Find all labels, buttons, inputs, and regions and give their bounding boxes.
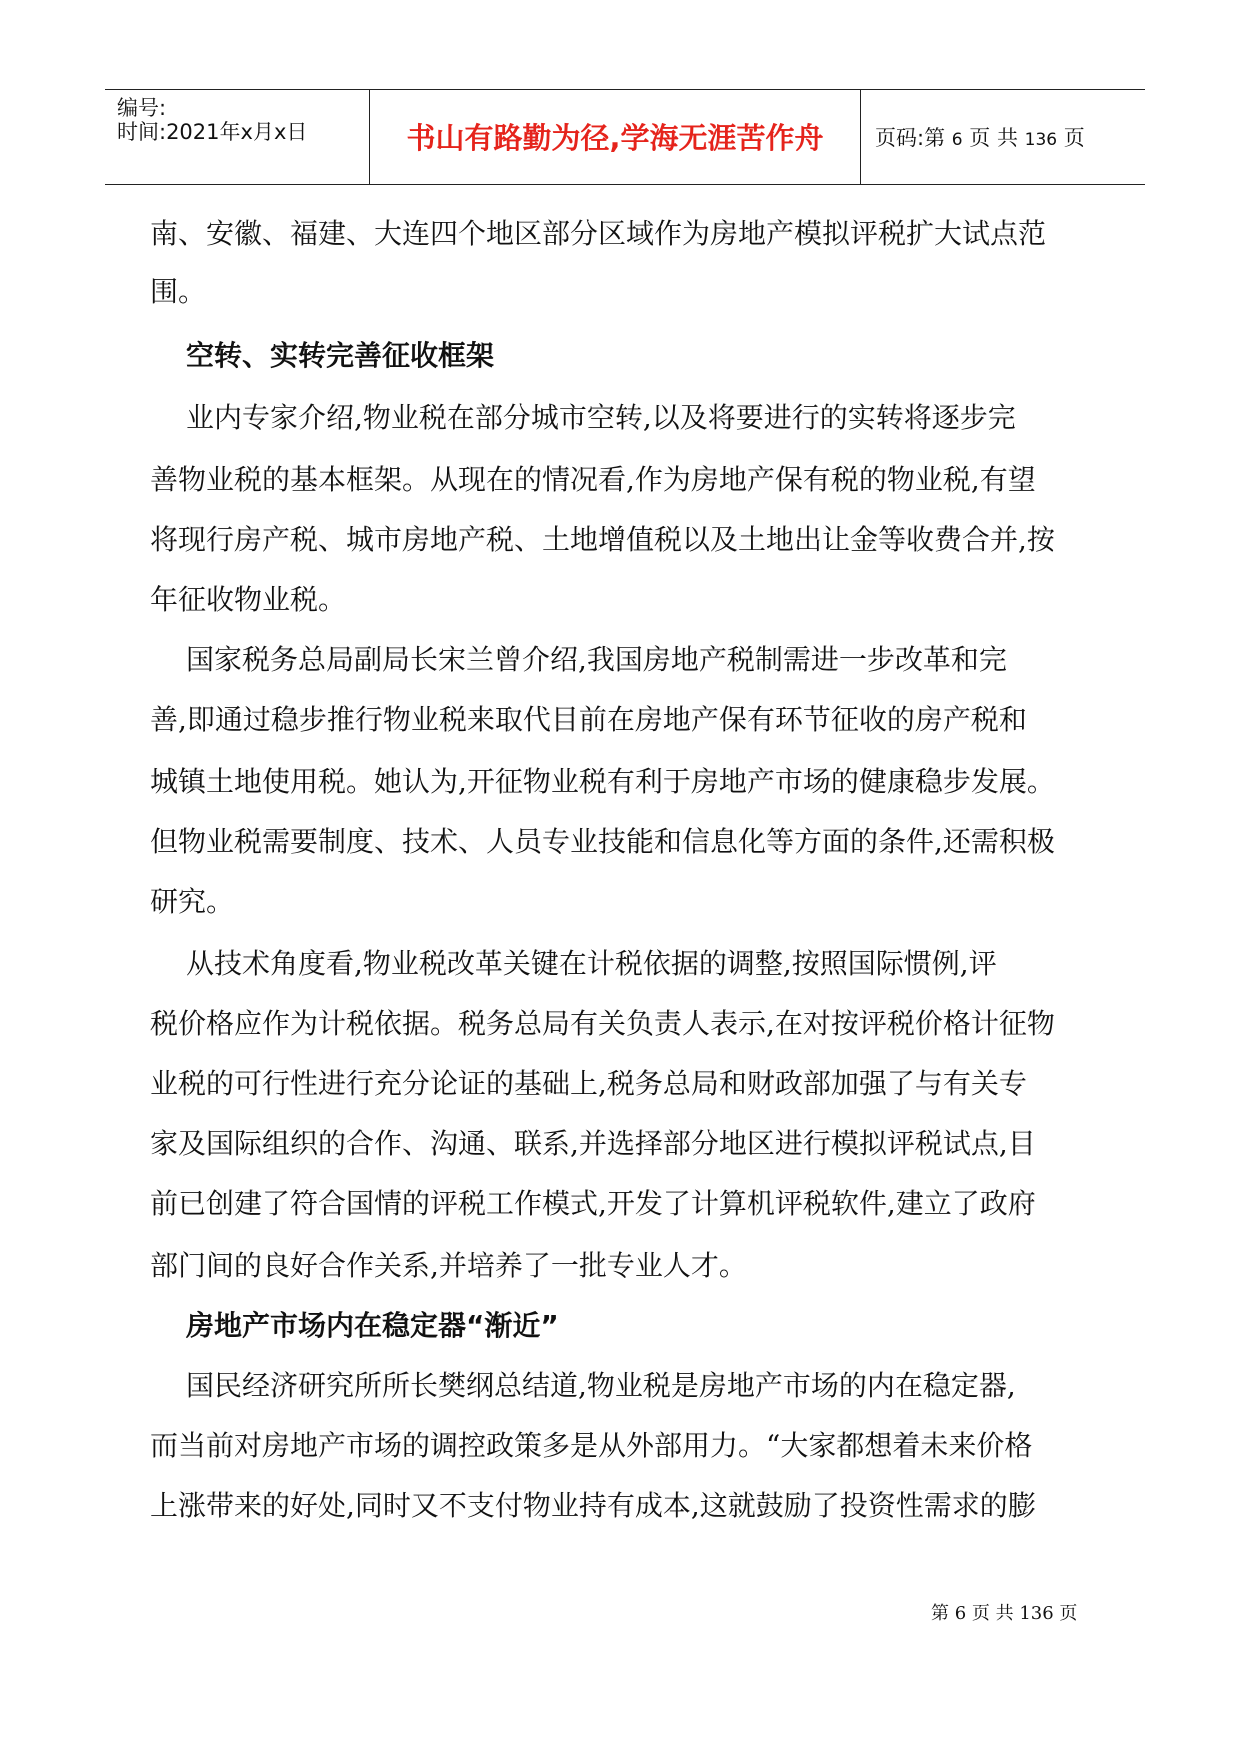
document-number-label: 编号: [117,96,167,120]
page-footer: 第 6 页 共 136 页 [931,1603,1078,1624]
body-text-line: 税价格应作为计税依据。税务总局有关负责人表示,在对按评税价格计征物 [150,1007,1055,1040]
body-text-line: 而当前对房地产市场的调控政策多是从外部用力。“大家都想着未来价格 [150,1429,1033,1462]
page-code-mid: 页 共 [969,126,1018,150]
body-text-line: 国民经济研究所所长樊纲总结道,物业税是房地产市场的内在稳定器, [186,1369,1016,1402]
body-text-line: 前已创建了符合国情的评税工作模式,开发了计算机评税软件,建立了政府 [150,1187,1036,1220]
page-code-suffix: 页 [1063,126,1085,150]
page-code-total: 136 [1024,130,1058,150]
body-text-line: 业税的可行性进行充分论证的基础上,税务总局和财政部加强了与有关专 [150,1067,1027,1100]
body-text-line: 善,即通过稳步推行物业税来取代目前在房地产保有环节征收的房产税和 [150,703,1027,736]
header-left-cell [105,90,369,184]
body-text-line: 围。 [150,275,207,308]
header-right-cell [861,90,1145,184]
body-text-line: 研究。 [150,885,235,918]
body-text-line: 家及国际组织的合作、沟通、联系,并选择部分地区进行模拟评税试点,目 [150,1127,1036,1160]
section-heading: 空转、实转完善征收框架 [186,339,495,372]
page-header [105,89,1145,185]
body-text-line: 将现行房产税、城市房地产税、土地增值税以及土地出让金等收费合并,按 [150,523,1055,556]
body-text-line: 上涨带来的好处,同时又不支付物业持有成本,这就鼓励了投资性需求的膨 [150,1489,1036,1522]
header-middle-cell [369,90,861,184]
section-heading: 房地产市场内在稳定器“渐近” [186,1309,559,1342]
body-text-line: 从技术角度看,物业税改革关键在计税依据的调整,按照国际惯例,评 [186,947,997,980]
page-code-current: 6 [951,130,963,150]
body-text-line: 善物业税的基本框架。从现在的情况看,作为房地产保有税的物业税,有望 [150,463,1036,496]
document-time-label: 时间:2021年x月x日 [117,120,308,144]
body-text-line: 业内专家介绍,物业税在部分城市空转,以及将要进行的实转将逐步完 [186,401,1016,434]
body-text-line: 南、安徽、福建、大连四个地区部分区域作为房地产模拟评税扩大试点范 [150,217,1047,250]
body-text-line: 国家税务总局副局长宋兰曾介绍,我国房地产税制需进一步改革和完 [186,643,1007,676]
header-page-code [875,125,1085,153]
page-code-prefix: 页码:第 [875,126,946,150]
header-motto: 书山有路勤为径,学海无涯苦作舟 [406,121,824,155]
body-text-line: 年征收物业税。 [150,583,347,616]
body-text-line: 城镇土地使用税。她认为,开征物业税有利于房地产市场的健康稳步发展。 [150,765,1055,798]
body-text-line: 部门间的良好合作关系,并培养了一批专业人才。 [150,1249,747,1282]
body-text-line: 但物业税需要制度、技术、人员专业技能和信息化等方面的条件,还需积极 [150,825,1055,858]
